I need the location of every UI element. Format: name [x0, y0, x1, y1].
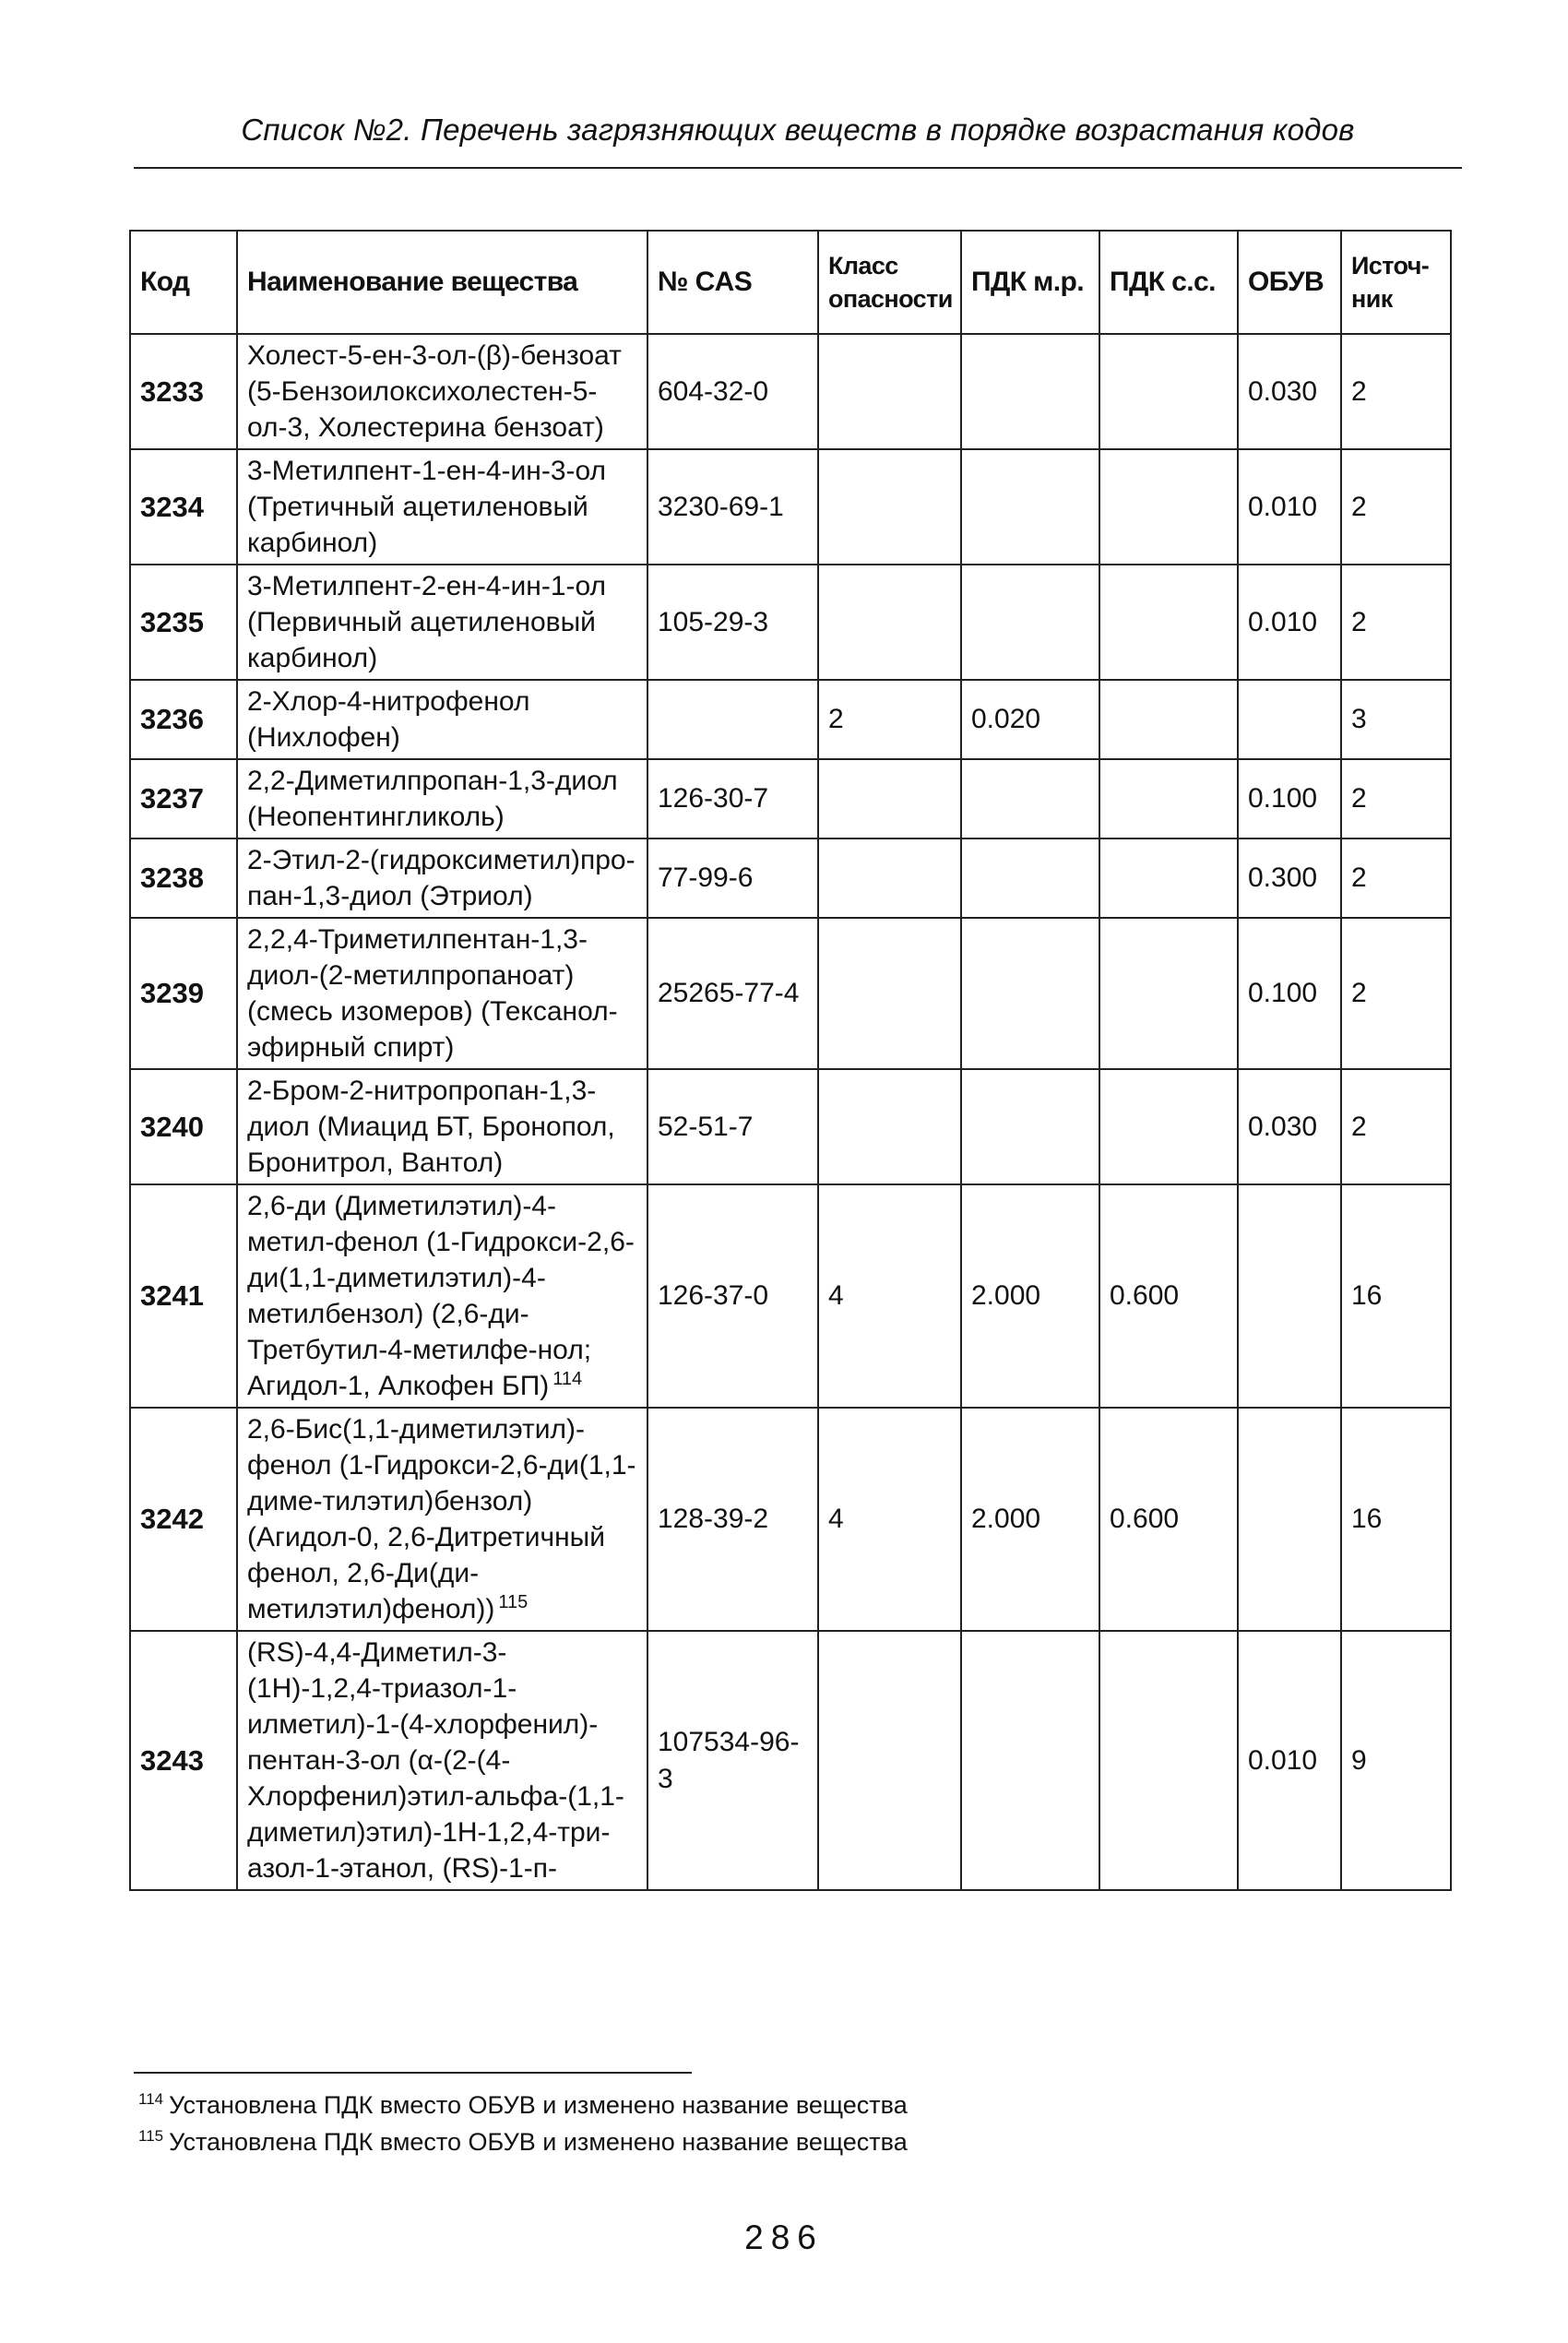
column-header-pdk-mr: ПДК м.р. — [961, 231, 1099, 334]
cell-substance-name — [237, 838, 647, 918]
cell-obuv-text: 0.010 — [1248, 1744, 1318, 1776]
cell-cas-number — [647, 449, 818, 565]
cell-obuv — [1238, 759, 1341, 838]
cell-cas-number-text: 107534-96-3 — [658, 1726, 800, 1794]
cell-cas-number-text: 126-30-7 — [658, 783, 769, 814]
cell-obuv — [1238, 565, 1341, 680]
cell-source — [1341, 759, 1451, 838]
cell-cas-number-text: 128-39-2 — [658, 1504, 769, 1534]
footnotes — [138, 2087, 908, 2160]
cell-hazard-class — [818, 1631, 961, 1890]
cell-pdk-mr — [961, 918, 1099, 1069]
cell-code-text: 3234 — [140, 490, 204, 523]
cell-pdk-ss — [1099, 334, 1238, 449]
cell-code-text: 3241 — [140, 1279, 204, 1312]
table-row — [130, 918, 1451, 1069]
cell-substance-name-text: Холест-5-ен-3-ол-(β)-бензоат (5-Бензоилоксихолестен-5-ол-3, Холестерина бензоат) — [247, 340, 622, 443]
cell-cas-number — [647, 680, 818, 759]
cell-pdk-ss — [1099, 1184, 1238, 1408]
cell-source — [1341, 449, 1451, 565]
cell-pdk-mr — [961, 334, 1099, 449]
cell-source — [1341, 918, 1451, 1069]
table-row — [130, 838, 1451, 918]
cell-cas-number — [647, 1408, 818, 1631]
cell-pdk-ss — [1099, 1069, 1238, 1184]
cell-source — [1341, 1069, 1451, 1184]
cell-obuv — [1238, 1631, 1341, 1890]
cell-obuv — [1238, 1184, 1341, 1408]
table-row — [130, 1184, 1451, 1408]
cell-pdk-ss — [1099, 759, 1238, 838]
cell-obuv — [1238, 1408, 1341, 1631]
cell-code — [130, 565, 237, 680]
cell-pdk-ss — [1099, 565, 1238, 680]
cell-pdk-ss — [1099, 680, 1238, 759]
cell-obuv-text: 0.030 — [1248, 375, 1318, 407]
substances-table — [129, 230, 1452, 1891]
cell-substance-name — [237, 565, 647, 680]
table-row — [130, 1408, 1451, 1631]
cell-code — [130, 1631, 237, 1890]
cell-substance-name-text: 2,2,4-Триметилпентан-1,3-диол-(2-метилпропаноат) (смесь изомеров) (Тексанол-эфирный спирт) — [247, 924, 618, 1063]
cell-hazard-class — [818, 838, 961, 918]
cell-pdk-mr — [961, 1069, 1099, 1184]
cell-obuv — [1238, 1069, 1341, 1184]
column-header-name: Наименование вещества — [237, 231, 647, 334]
cell-code — [130, 838, 237, 918]
cell-substance-name — [237, 449, 647, 565]
cell-pdk-mr — [961, 449, 1099, 565]
footnote-rule — [134, 2072, 692, 2074]
cell-code-text: 3236 — [140, 703, 204, 735]
cell-cas-number — [647, 759, 818, 838]
cell-hazard-class — [818, 565, 961, 680]
cell-source — [1341, 838, 1451, 918]
cell-source-text: 2 — [1351, 862, 1367, 893]
footnote — [138, 2123, 908, 2160]
cell-pdk-mr — [961, 759, 1099, 838]
page-header: Список №2. Перечень загрязняющих веществ в порядке возрастания кодов — [241, 113, 1355, 147]
cell-hazard-class — [818, 449, 961, 565]
cell-source-text: 9 — [1351, 1744, 1367, 1776]
cell-pdk-mr-text: 2.000 — [971, 1280, 1041, 1311]
cell-substance-name — [237, 680, 647, 759]
cell-cas-number-text: 52-51-7 — [658, 1111, 754, 1142]
column-header-pdk-ss: ПДК с.с. — [1099, 231, 1238, 334]
cell-hazard-class — [818, 680, 961, 759]
cell-obuv-text: 0.010 — [1248, 606, 1318, 637]
cell-obuv-text: 0.100 — [1248, 978, 1318, 1008]
cell-cas-number-text: 25265-77-4 — [658, 978, 800, 1008]
cell-source — [1341, 1631, 1451, 1890]
cell-pdk-ss-text: 0.600 — [1110, 1504, 1180, 1534]
cell-obuv — [1238, 449, 1341, 565]
cell-source-text: 16 — [1351, 1280, 1383, 1311]
cell-substance-name-text: 2-Этил-2-(гидроксиметил)про-пан-1,3-диол (Этриол) — [247, 845, 636, 911]
cell-pdk-mr — [961, 1408, 1099, 1631]
cell-code-text: 3239 — [140, 977, 204, 1009]
cell-substance-name-text: 3-Метилпент-1-ен-4-ин-3-ол (Третичный ацетиленовый карбинол) — [247, 456, 607, 558]
cell-substance-name — [237, 759, 647, 838]
cell-hazard-class — [818, 334, 961, 449]
cell-cas-number-text: 77-99-6 — [658, 862, 754, 893]
footnote-reference: 114 — [552, 1369, 583, 1389]
cell-source-text: 3 — [1351, 704, 1367, 734]
cell-code — [130, 449, 237, 565]
cell-obuv — [1238, 918, 1341, 1069]
cell-code — [130, 680, 237, 759]
cell-source-text: 2 — [1351, 491, 1367, 522]
cell-pdk-mr-text: 0.020 — [971, 704, 1041, 734]
cell-cas-number — [647, 334, 818, 449]
cell-pdk-mr — [961, 1184, 1099, 1408]
cell-substance-name — [237, 1184, 647, 1408]
cell-pdk-ss — [1099, 1408, 1238, 1631]
cell-hazard-class-text: 4 — [828, 1504, 844, 1534]
table-body — [130, 334, 1451, 1890]
footnote-mark: 115 — [138, 2127, 164, 2145]
page-number: 286 — [744, 2218, 824, 2256]
cell-obuv-text: 0.100 — [1248, 783, 1318, 814]
cell-pdk-ss — [1099, 918, 1238, 1069]
cell-cas-number-text: 126-37-0 — [658, 1280, 769, 1311]
cell-source-text: 2 — [1351, 606, 1367, 637]
cell-code-text: 3235 — [140, 605, 204, 638]
cell-substance-name — [237, 1408, 647, 1631]
cell-code — [130, 334, 237, 449]
cell-hazard-class — [818, 1069, 961, 1184]
cell-pdk-ss-text: 0.600 — [1110, 1280, 1180, 1311]
column-header-cas: № CAS — [647, 231, 818, 334]
cell-obuv-text: 0.010 — [1248, 491, 1318, 522]
cell-substance-name — [237, 1631, 647, 1890]
footnote — [138, 2087, 908, 2123]
cell-hazard-class-text: 2 — [828, 704, 844, 734]
cell-pdk-ss — [1099, 838, 1238, 918]
table-row — [130, 680, 1451, 759]
cell-pdk-ss — [1099, 449, 1238, 565]
cell-pdk-mr — [961, 680, 1099, 759]
cell-pdk-ss — [1099, 1631, 1238, 1890]
cell-substance-name-text: 2,6-ди (Диметилэтил)-4-метил-фенол (1-Гидрокси-2,6-ди(1,1-диметилэтил)-4-метилбензол) (2,6-ди-Третбутил-4-метилфе-нол; Агидол-1, Алкофен БП) — [247, 1191, 635, 1401]
cell-source — [1341, 680, 1451, 759]
cell-code-text: 3238 — [140, 862, 204, 894]
table-row — [130, 449, 1451, 565]
cell-code-text: 3242 — [140, 1503, 204, 1535]
cell-code-text: 3237 — [140, 782, 204, 815]
cell-source — [1341, 334, 1451, 449]
cell-hazard-class — [818, 1408, 961, 1631]
table-row — [130, 334, 1451, 449]
cell-substance-name-text: 2-Бром-2-нитропропан-1,3-диол (Миацид БТ, Бронопол, Бронитрол, Вантол) — [247, 1076, 615, 1178]
cell-obuv — [1238, 334, 1341, 449]
cell-cas-number-text: 105-29-3 — [658, 606, 769, 637]
cell-source-text: 2 — [1351, 978, 1367, 1008]
cell-hazard-class — [818, 918, 961, 1069]
cell-cas-number — [647, 1184, 818, 1408]
cell-pdk-mr — [961, 1631, 1099, 1890]
cell-hazard-class-text: 4 — [828, 1280, 844, 1311]
cell-hazard-class — [818, 1184, 961, 1408]
cell-substance-name-text: 2,6-Бис(1,1-диметилэтил)-фенол (1-Гидрокси-2,6-ди(1,1-диме-тилэтил)бензол) (Агидол-0, 2,6-Дитретичный фенол, 2,6-Ди(ди-метилэтил)фенол)) — [247, 1414, 636, 1624]
cell-pdk-mr — [961, 565, 1099, 680]
column-header-source: Источ-ник — [1341, 231, 1451, 334]
column-header-code: Код — [130, 231, 237, 334]
cell-pdk-mr-text: 2.000 — [971, 1504, 1041, 1534]
cell-cas-number — [647, 1069, 818, 1184]
cell-source-text: 16 — [1351, 1504, 1383, 1534]
table-row — [130, 565, 1451, 680]
cell-substance-name-text: 2,2-Диметилпропан-1,3-диол (Неопентингликоль) — [247, 766, 618, 832]
cell-hazard-class — [818, 759, 961, 838]
table-header-row — [130, 231, 1451, 334]
cell-code — [130, 759, 237, 838]
table-row — [130, 759, 1451, 838]
footnote-text: Установлена ПДК вместо ОБУВ и изменено название вещества — [169, 2128, 908, 2156]
cell-obuv-text: 0.300 — [1248, 862, 1318, 893]
cell-code — [130, 1408, 237, 1631]
cell-cas-number — [647, 918, 818, 1069]
cell-cas-number — [647, 565, 818, 680]
footnote-reference: 115 — [498, 1592, 529, 1612]
cell-substance-name — [237, 918, 647, 1069]
cell-substance-name-text: 2-Хлор-4-нитрофенол (Нихлофен) — [247, 686, 530, 753]
column-header-hazard-class: Класс опасности — [818, 231, 961, 334]
cell-code-text: 3243 — [140, 1743, 204, 1777]
cell-code-text: 3240 — [140, 1110, 204, 1143]
cell-obuv-text: 0.030 — [1248, 1111, 1318, 1142]
cell-source — [1341, 565, 1451, 680]
cell-substance-name — [237, 334, 647, 449]
cell-source — [1341, 1408, 1451, 1631]
cell-substance-name-text: (RS)-4,4-Диметил-3-(1Н)-1,2,4-триазол-1-илметил)-1-(4-хлорфенил)-пентан-3-ол (α-(2-(4-Хлорфенил)этил-альфа-(1,1-диметил)этил)-1Н-1,2,4-три-азол-1-этанол, (RS)-1-п- — [247, 1637, 624, 1884]
cell-code — [130, 1184, 237, 1408]
cell-source-text: 2 — [1351, 783, 1367, 814]
table-row — [130, 1069, 1451, 1184]
table-row — [130, 1631, 1451, 1890]
cell-cas-number-text: 604-32-0 — [658, 375, 769, 407]
footnote-mark: 114 — [138, 2090, 164, 2108]
cell-source-text: 2 — [1351, 1111, 1367, 1142]
cell-source — [1341, 1184, 1451, 1408]
header-rule — [134, 167, 1462, 169]
footnote-text: Установлена ПДК вместо ОБУВ и изменено название вещества — [169, 2091, 908, 2119]
cell-code-text: 3233 — [140, 375, 204, 408]
cell-obuv — [1238, 680, 1341, 759]
column-header-obuv: ОБУВ — [1238, 231, 1341, 334]
cell-source-text: 2 — [1351, 375, 1367, 407]
cell-substance-name — [237, 1069, 647, 1184]
cell-obuv — [1238, 838, 1341, 918]
cell-cas-number — [647, 838, 818, 918]
cell-substance-name-text: 3-Метилпент-2-ен-4-ин-1-ол (Первичный ацетиленовый карбинол) — [247, 571, 607, 673]
cell-pdk-mr — [961, 838, 1099, 918]
cell-code — [130, 918, 237, 1069]
cell-cas-number — [647, 1631, 818, 1890]
cell-code — [130, 1069, 237, 1184]
cell-cas-number-text: 3230-69-1 — [658, 491, 784, 522]
